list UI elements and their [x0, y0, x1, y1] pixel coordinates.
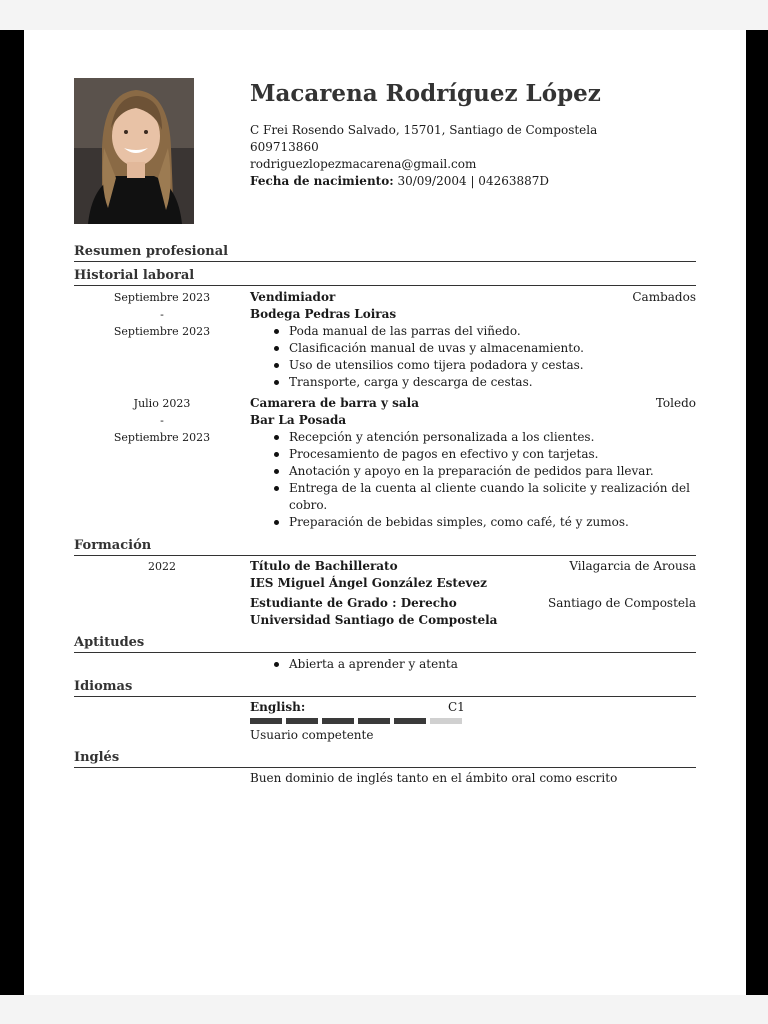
list-item: Transporte, carga y descarga de cestas.: [289, 374, 696, 391]
job-start-date: Septiembre 2023: [113, 291, 211, 304]
job-date-separator: -: [160, 308, 164, 321]
job-duties: [250, 323, 696, 391]
job-company: Bar La Posada: [250, 413, 347, 427]
birth-value: 30/09/2004 | 04263887D: [393, 174, 550, 188]
list-item: Clasificación manual de uvas y almacenamiento.: [289, 340, 696, 357]
level-segment: [250, 718, 282, 724]
job-location: Cambados: [632, 290, 696, 304]
viewer-top-bar: [0, 0, 768, 30]
list-item: Abierta a aprender y atenta: [289, 656, 696, 673]
level-segment: [358, 718, 390, 724]
section-historial: Historial laboral: [74, 268, 696, 286]
education-school: IES Miguel Ángel González Estevez: [250, 576, 487, 590]
list-item: Uso de utensilios como tijera podadora y cestas.: [289, 357, 696, 374]
job-date-separator: -: [160, 414, 164, 427]
level-segment: [430, 718, 462, 724]
section-resumen: Resumen profesional: [74, 244, 696, 262]
list-item: Poda manual de las parras del viñedo.: [289, 323, 696, 340]
email: rodriguezlopezmacarena@gmail.com: [250, 157, 477, 171]
birth-info: [250, 173, 597, 190]
contact-info: [250, 122, 597, 190]
job-end-date: Septiembre 2023: [113, 431, 211, 444]
education-degree: Título de Bachillerato: [250, 559, 398, 573]
viewer-left-border: [0, 30, 24, 995]
list-item: Procesamiento de pagos en efectivo y con tarjetas.: [289, 446, 696, 463]
viewer-right-border: [746, 30, 768, 995]
viewer-bottom-bar: [0, 995, 768, 1024]
profile-photo: [74, 78, 194, 224]
section-formacion: Formación: [74, 538, 696, 556]
job-company: Bodega Pedras Loiras: [250, 307, 397, 321]
job-end-date: Septiembre 2023: [113, 325, 211, 338]
language-level: C1: [448, 700, 465, 714]
job-duties: [250, 429, 696, 531]
job-title: Camarera de barra y sala: [250, 396, 420, 410]
list-item: Anotación y apoyo en la preparación de pedidos para llevar.: [289, 463, 696, 480]
language-description: Usuario competente: [250, 728, 374, 742]
birth-label: Fecha de nacimiento:: [250, 174, 394, 188]
phone: 609713860: [250, 140, 319, 154]
level-segment: [322, 718, 354, 724]
level-segment: [394, 718, 426, 724]
english-description: Buen dominio de inglés tanto en el ámbito oral como escrito: [250, 771, 618, 785]
list-item: Preparación de bebidas simples, como café, té y zumos.: [289, 514, 696, 531]
education-degree: Estudiante de Grado : Derecho: [250, 596, 457, 610]
address: C Frei Rosendo Salvado, 15701, Santiago de Compostela: [250, 123, 598, 137]
language-label: English:: [250, 700, 306, 714]
resume-page: [24, 30, 746, 995]
job-start-date: Julio 2023: [133, 397, 191, 410]
education-location: Santiago de Compostela: [547, 596, 696, 610]
job-location: Toledo: [655, 396, 696, 410]
education-date: 2022: [148, 560, 176, 573]
section-aptitudes: Aptitudes: [74, 635, 696, 653]
level-segment: [286, 718, 318, 724]
education-school: Universidad Santiago de Compostela: [250, 613, 498, 627]
section-ingles: Inglés: [74, 750, 696, 768]
list-item: Recepción y atención personalizada a los clientes.: [289, 429, 696, 446]
section-idiomas: Idiomas: [74, 679, 696, 697]
education-location: Vilagarcia de Arousa: [569, 559, 696, 573]
language-level-bar: [250, 718, 462, 724]
job-title: Vendimiador: [250, 290, 336, 304]
skills-list: [250, 656, 696, 673]
list-item: Entrega de la cuenta al cliente cuando la solicite y realización del cobro.: [289, 480, 696, 514]
candidate-name: Macarena Rodríguez López: [250, 80, 601, 107]
